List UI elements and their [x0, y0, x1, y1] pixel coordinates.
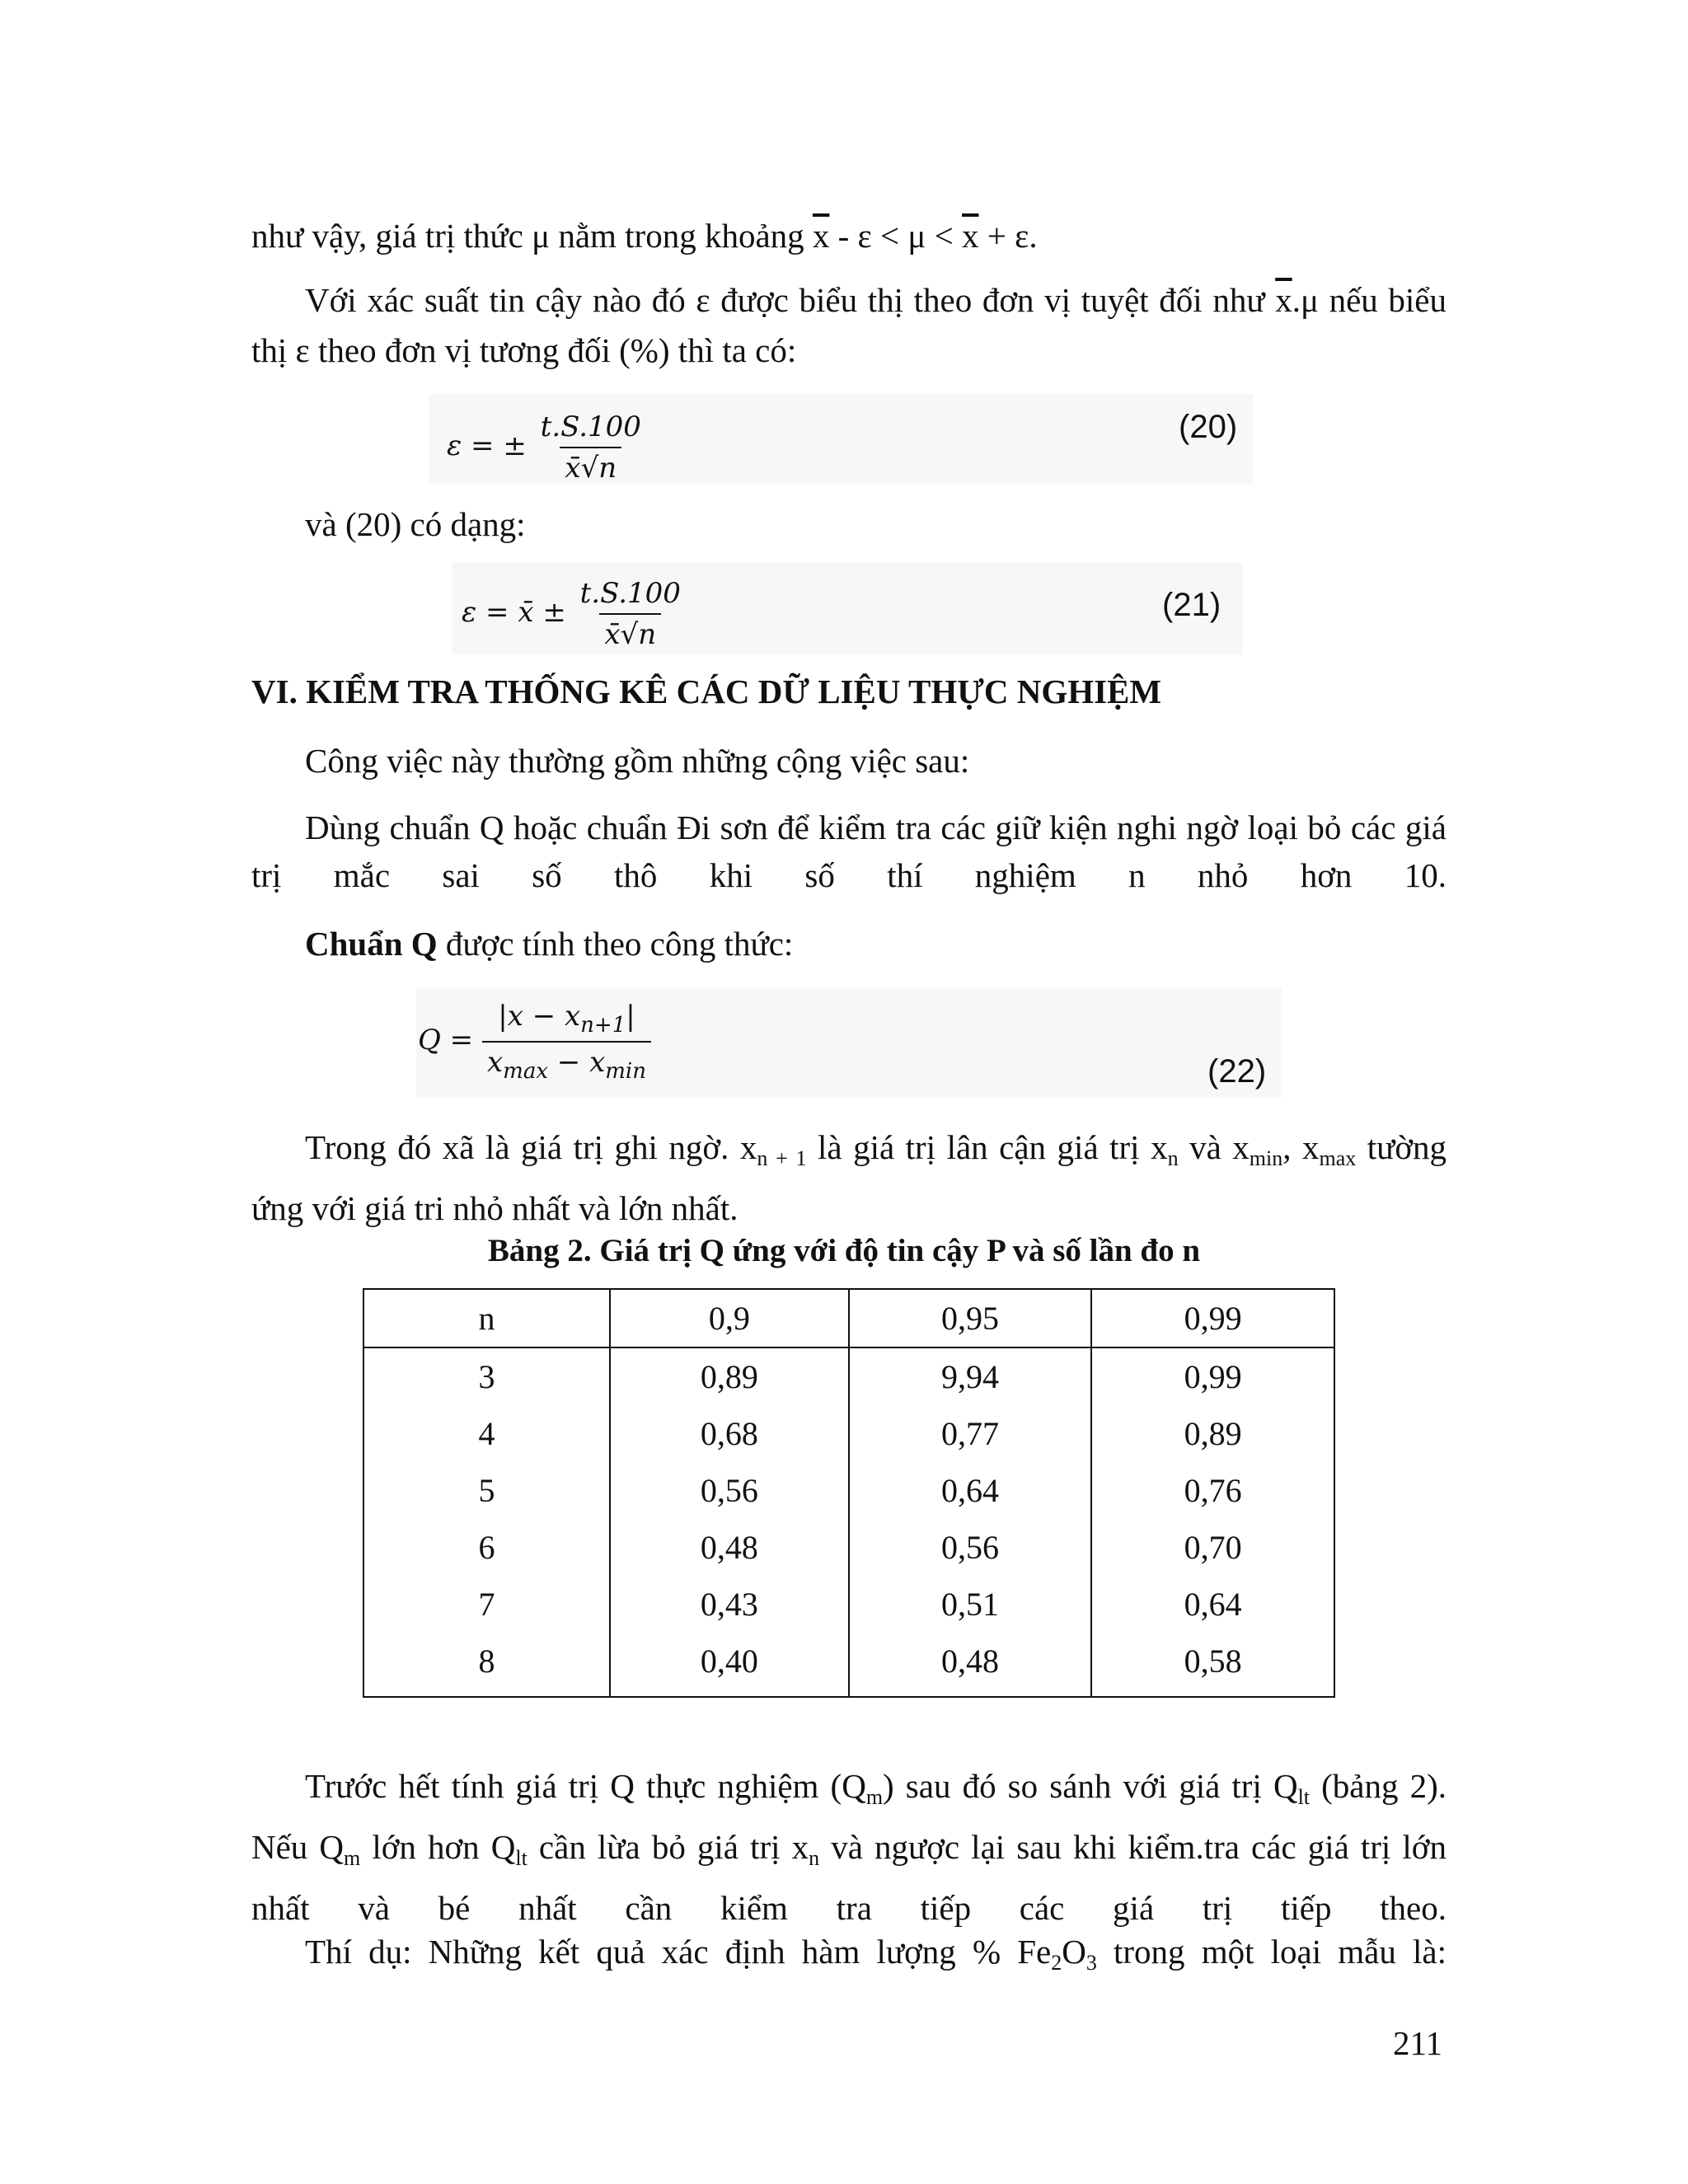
- table-cell: 0,89: [1091, 1405, 1334, 1462]
- text: lớn hơn Q: [360, 1828, 516, 1866]
- text: , x: [1282, 1128, 1320, 1166]
- table-caption: Bảng 2. Giá trị Q ứng với độ tin cậy P và số lần đo n: [487, 1233, 1201, 1268]
- fraction-denominator: x̄√n: [560, 447, 621, 485]
- subscript: lt: [1297, 1785, 1311, 1809]
- table-row: [363, 1519, 1334, 1576]
- text: O: [1062, 1933, 1086, 1971]
- text: trong một loại mẫu là:: [1096, 1933, 1447, 1971]
- text: cần lừa bỏ giá trị x: [527, 1828, 809, 1866]
- formula-21: [452, 562, 1243, 654]
- formula-20: [429, 394, 1253, 485]
- table-cell: 8: [363, 1633, 610, 1697]
- formula-lhs: ε = x̄ ±: [462, 596, 566, 629]
- subscript: n + 1: [757, 1146, 807, 1170]
- formula-22: [416, 987, 1282, 1098]
- header-cell: 0,95: [849, 1289, 1092, 1347]
- text: như vậy, giá trị thức μ nằm trong khoảng: [251, 217, 813, 255]
- table-cell: 0,40: [610, 1633, 849, 1697]
- table-cell: 0,77: [849, 1405, 1092, 1462]
- table-cell: 0,56: [610, 1462, 849, 1519]
- subscript: m: [865, 1785, 884, 1809]
- fraction-numerator: t.S.100: [540, 410, 641, 443]
- text: tường ứng với giá tri nhỏ nhất và lớn nhất.: [251, 1128, 1447, 1227]
- x-bar: $\overline{x}$: [812, 217, 830, 255]
- fraction: [575, 577, 686, 651]
- x-bar: $\overline{x}$: [1275, 281, 1292, 319]
- subscript: n+1: [580, 1013, 626, 1038]
- table-cell: 0,70: [1091, 1519, 1334, 1576]
- table-row: [363, 1576, 1334, 1633]
- table-cell: 0,99: [1091, 1347, 1334, 1405]
- text: − x: [548, 1046, 606, 1079]
- bold-term: Chuẩn Q: [305, 925, 438, 963]
- table-row: [363, 1405, 1334, 1462]
- subscript: 2: [1051, 1951, 1062, 1975]
- table-row: [363, 1633, 1334, 1697]
- fraction: [536, 410, 646, 485]
- table-row: [363, 1347, 1334, 1405]
- paragraph-procedure: [251, 1761, 1447, 1933]
- subscript: lt: [515, 1846, 528, 1870]
- formula-22-expression: [418, 1000, 651, 1084]
- text: .μ nếu biểu thị ε theo đơn vị tương đối (%) thì ta có:: [251, 281, 1447, 369]
- subscript: m: [344, 1846, 361, 1870]
- subscript: max: [503, 1059, 548, 1084]
- fraction-numerator: t.S.100: [579, 577, 681, 610]
- table-cell: 0,89: [610, 1347, 849, 1405]
- equation-number: (20): [1179, 409, 1238, 445]
- table-cell: 0,48: [849, 1633, 1092, 1697]
- header-cell: 0,99: [1091, 1289, 1334, 1347]
- formula-lhs: ε = ±: [447, 429, 527, 462]
- paragraph-intro: Công việc này thường gồm những cộng việc sau:: [305, 742, 970, 780]
- table-cell: 5: [363, 1462, 610, 1519]
- text: |: [626, 1000, 635, 1033]
- table-cell: 0,64: [1091, 1576, 1334, 1633]
- paragraph-dixon: Dùng chuẩn Q hoặc chuẩn Đi sơn để kiểm tra các giữ kiện nghi ngờ loại bỏ các giá trị mắc sai số thô khi số thí nghiệm n nhỏ hơn 10.: [251, 808, 1447, 894]
- table-cell: 3: [363, 1347, 610, 1405]
- table-cell: 0,51: [849, 1576, 1092, 1633]
- text: Với xác suất tin cậy nào đó ε được biểu thị theo đơn vị tuyệt đối như: [305, 281, 1276, 319]
- text: x: [486, 1046, 504, 1079]
- fraction-denominator: x̄√n: [599, 613, 661, 651]
- section-heading: VI. KIỂM TRA THỐNG KÊ CÁC DỮ LIỆU THỰC NGHIỆM: [251, 673, 1162, 710]
- table-row: [363, 1462, 1334, 1519]
- equation-number: (21): [1162, 587, 1221, 623]
- text: (bảng 2). Nếu Q: [251, 1767, 1447, 1866]
- subscript: 3: [1085, 1951, 1097, 1975]
- q-value-table: [363, 1288, 1335, 1698]
- text: và x: [1178, 1128, 1250, 1166]
- text: và ngược lại sau khi kiểm.tra các giá trị lớn nhất và bé nhất cần kiểm tra tiếp các giá trị tiếp theo.: [251, 1828, 1447, 1927]
- table-cell: 0,48: [610, 1519, 849, 1576]
- text: |x − x: [498, 1000, 581, 1033]
- table-cell: 0,43: [610, 1576, 849, 1633]
- x-bar: $\overline{x}$: [962, 217, 979, 255]
- table-cell: 0,58: [1091, 1633, 1334, 1697]
- table-cell: 9,94: [849, 1347, 1092, 1405]
- text: - ε < μ <: [829, 217, 963, 255]
- text: + ε.: [978, 217, 1038, 255]
- subscript: n: [809, 1846, 820, 1870]
- text: Thí dụ: Những kết quả xác định hàm lượng % Fe: [305, 1933, 1052, 1971]
- table-cell: 7: [363, 1576, 610, 1633]
- header-cell: n: [363, 1289, 610, 1347]
- subscript: n: [1167, 1146, 1179, 1170]
- table-cell: 0,68: [610, 1405, 849, 1462]
- paragraph-mu-range: [251, 211, 1447, 261]
- fraction-numerator: [493, 1000, 640, 1041]
- subscript: min: [605, 1059, 646, 1084]
- table-cell: 4: [363, 1405, 610, 1462]
- table-cell: 6: [363, 1519, 610, 1576]
- paragraph-where: [251, 1122, 1447, 1234]
- table-header-row: [363, 1289, 1334, 1347]
- text: được tính theo công thức:: [437, 925, 794, 963]
- paragraph-epsilon: [251, 275, 1447, 376]
- table-cell: 0,76: [1091, 1462, 1334, 1519]
- paragraph-example: [251, 1927, 1447, 1988]
- text: ) sau đó so sánh với giá trị Q: [883, 1767, 1298, 1805]
- formula-20-expression: [447, 410, 646, 485]
- subscript: min: [1249, 1146, 1283, 1170]
- subscript: max: [1319, 1146, 1357, 1170]
- table-cell: 0,56: [849, 1519, 1092, 1576]
- formula-21-expression: [462, 577, 686, 651]
- paragraph-q-criterion: [251, 919, 1447, 969]
- formula-lhs: Q =: [418, 1024, 474, 1057]
- equation-number: (22): [1207, 1053, 1267, 1090]
- text: Trong đó xã là giá trị ghi ngờ. x: [305, 1128, 757, 1166]
- fraction-denominator: [482, 1041, 651, 1084]
- page-number: 211: [1393, 2024, 1442, 2062]
- header-cell: 0,9: [610, 1289, 849, 1347]
- table-cell: 0,64: [849, 1462, 1092, 1519]
- text: Trước hết tính giá trị Q thực nghiệm (Q: [305, 1767, 866, 1805]
- text: là giá trị lân cận giá trị x: [806, 1128, 1168, 1166]
- fraction: [482, 1000, 651, 1084]
- paragraph-va-20: và (20) có dạng:: [305, 505, 526, 543]
